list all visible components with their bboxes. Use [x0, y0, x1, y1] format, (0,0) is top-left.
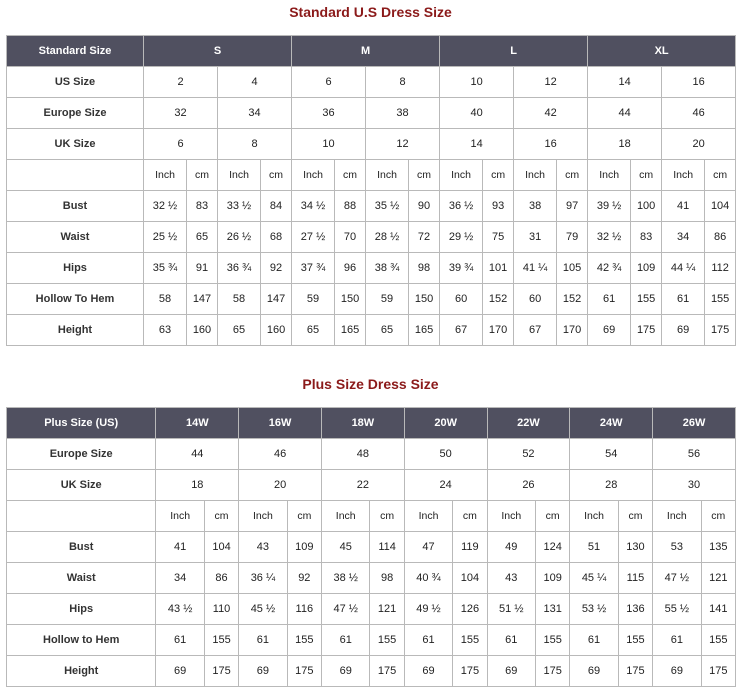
table-cell: 4 — [218, 67, 292, 98]
unit-inch: Inch — [404, 501, 452, 532]
table-cell: 104 — [453, 563, 487, 594]
table-cell: 92 — [287, 563, 321, 594]
corner-header: Standard Size — [7, 36, 144, 67]
table-cell: 124 — [536, 532, 570, 563]
table-cell: 56 — [653, 439, 736, 470]
table-cell: 45 ¼ — [570, 563, 618, 594]
table-cell: 155 — [701, 625, 735, 656]
table-cell: 98 — [370, 563, 404, 594]
table-cell: 43 — [239, 532, 287, 563]
table-cell: 104 — [705, 191, 736, 222]
table-cell: 165 — [335, 315, 366, 346]
table-cell: 175 — [204, 656, 238, 687]
table-cell: 116 — [287, 594, 321, 625]
table-cell: 175 — [453, 656, 487, 687]
table-cell: 16 — [514, 129, 588, 160]
table-cell: 45 ½ — [239, 594, 287, 625]
size-header: 26W — [653, 408, 736, 439]
table-cell: 58 — [144, 284, 187, 315]
table-cell: 130 — [618, 532, 652, 563]
table-cell: 175 — [701, 656, 735, 687]
table-cell: 155 — [631, 284, 662, 315]
unit-cm: cm — [204, 501, 238, 532]
table-cell: 40 — [440, 98, 514, 129]
table-cell: 28 — [570, 470, 653, 501]
table-cell: 65 — [187, 222, 218, 253]
table-cell: 69 — [570, 656, 618, 687]
table-cell: 110 — [204, 594, 238, 625]
table-cell: 65 — [218, 315, 261, 346]
table-cell: 150 — [409, 284, 440, 315]
table-cell: 46 — [662, 98, 736, 129]
table-cell: 155 — [705, 284, 736, 315]
blank-cell — [7, 160, 144, 191]
table-cell: 75 — [483, 222, 514, 253]
table-cell: 46 — [239, 439, 322, 470]
unit-cm: cm — [483, 160, 514, 191]
table-cell: 18 — [588, 129, 662, 160]
table-cell: 152 — [483, 284, 514, 315]
size-header: 18W — [321, 408, 404, 439]
table-cell: 96 — [335, 253, 366, 284]
table-cell: 152 — [557, 284, 588, 315]
row-label: Height — [7, 656, 156, 687]
table-cell: 53 — [653, 532, 701, 563]
blank-cell — [7, 501, 156, 532]
table-cell: 109 — [536, 563, 570, 594]
table-cell: 25 ½ — [144, 222, 187, 253]
table-cell: 65 — [366, 315, 409, 346]
table-cell: 41 ¼ — [514, 253, 557, 284]
table-cell: 51 ½ — [487, 594, 535, 625]
table-cell: 59 — [292, 284, 335, 315]
table-cell: 33 ½ — [218, 191, 261, 222]
table-cell: 50 — [404, 439, 487, 470]
table-cell: 150 — [335, 284, 366, 315]
unit-cm: cm — [335, 160, 366, 191]
table-cell: 42 ¾ — [588, 253, 631, 284]
table-cell: 32 ½ — [144, 191, 187, 222]
unit-inch: Inch — [239, 501, 287, 532]
table-cell: 2 — [144, 67, 218, 98]
table-cell: 35 ½ — [366, 191, 409, 222]
standard-size-title: Standard U.S Dress Size — [289, 4, 452, 20]
table-cell: 160 — [187, 315, 218, 346]
table-cell: 12 — [366, 129, 440, 160]
table-cell: 16 — [662, 67, 736, 98]
table-cell: 175 — [618, 656, 652, 687]
table-cell: 8 — [366, 67, 440, 98]
table-cell: 100 — [631, 191, 662, 222]
size-header: 20W — [404, 408, 487, 439]
row-label: UK Size — [7, 129, 144, 160]
table-cell: 44 ¼ — [662, 253, 705, 284]
table-cell: 135 — [701, 532, 735, 563]
table-cell: 98 — [409, 253, 440, 284]
table-cell: 14 — [588, 67, 662, 98]
unit-cm: cm — [453, 501, 487, 532]
unit-inch: Inch — [366, 160, 409, 191]
size-header: 24W — [570, 408, 653, 439]
table-cell: 91 — [187, 253, 218, 284]
table-cell: 101 — [483, 253, 514, 284]
table-cell: 170 — [483, 315, 514, 346]
table-cell: 97 — [557, 191, 588, 222]
size-header: S — [144, 36, 292, 67]
table-cell: 14 — [440, 129, 514, 160]
table-cell: 31 — [514, 222, 557, 253]
table-cell: 49 — [487, 532, 535, 563]
unit-cm: cm — [536, 501, 570, 532]
table-cell: 112 — [705, 253, 736, 284]
unit-cm: cm — [187, 160, 218, 191]
table-cell: 69 — [588, 315, 631, 346]
table-cell: 69 — [404, 656, 452, 687]
table-cell: 24 — [404, 470, 487, 501]
unit-inch: Inch — [156, 501, 204, 532]
table-cell: 26 ½ — [218, 222, 261, 253]
table-cell: 47 ½ — [653, 563, 701, 594]
unit-cm: cm — [409, 160, 440, 191]
row-label: Bust — [7, 191, 144, 222]
table-cell: 84 — [261, 191, 292, 222]
table-cell: 20 — [239, 470, 322, 501]
corner-header: Plus Size (US) — [7, 408, 156, 439]
size-header: XL — [588, 36, 736, 67]
table-cell: 155 — [287, 625, 321, 656]
table-cell: 34 — [156, 563, 204, 594]
table-cell: 170 — [557, 315, 588, 346]
table-cell: 79 — [557, 222, 588, 253]
unit-inch: Inch — [440, 160, 483, 191]
unit-cm: cm — [701, 501, 735, 532]
table-cell: 175 — [631, 315, 662, 346]
table-cell: 109 — [287, 532, 321, 563]
table-cell: 141 — [701, 594, 735, 625]
table-cell: 27 ½ — [292, 222, 335, 253]
table-cell: 69 — [239, 656, 287, 687]
table-cell: 30 — [653, 470, 736, 501]
unit-cm: cm — [370, 501, 404, 532]
row-label: Waist — [7, 222, 144, 253]
unit-cm: cm — [557, 160, 588, 191]
table-cell: 41 — [156, 532, 204, 563]
table-cell: 131 — [536, 594, 570, 625]
table-cell: 40 ¾ — [404, 563, 452, 594]
table-cell: 92 — [261, 253, 292, 284]
row-label: Waist — [7, 563, 156, 594]
table-cell: 69 — [487, 656, 535, 687]
table-cell: 34 ½ — [292, 191, 335, 222]
unit-cm: cm — [287, 501, 321, 532]
table-cell: 26 — [487, 470, 570, 501]
table-cell: 53 ½ — [570, 594, 618, 625]
table-cell: 39 ½ — [588, 191, 631, 222]
row-label: UK Size — [7, 470, 156, 501]
table-cell: 54 — [570, 439, 653, 470]
table-cell: 121 — [370, 594, 404, 625]
table-cell: 72 — [409, 222, 440, 253]
table-cell: 67 — [440, 315, 483, 346]
table-cell: 47 — [404, 532, 452, 563]
table-cell: 126 — [453, 594, 487, 625]
table-cell: 155 — [618, 625, 652, 656]
unit-inch: Inch — [321, 501, 369, 532]
table-cell: 36 ¾ — [218, 253, 261, 284]
row-label: Height — [7, 315, 144, 346]
table-cell: 175 — [536, 656, 570, 687]
table-cell: 18 — [156, 470, 239, 501]
row-label: Bust — [7, 532, 156, 563]
row-label: Hollow To Hem — [7, 284, 144, 315]
table-cell: 61 — [239, 625, 287, 656]
unit-inch: Inch — [487, 501, 535, 532]
table-cell: 38 — [366, 98, 440, 129]
table-cell: 38 ½ — [321, 563, 369, 594]
table-cell: 36 ¼ — [239, 563, 287, 594]
table-cell: 32 ½ — [588, 222, 631, 253]
table-cell: 155 — [536, 625, 570, 656]
size-header: 14W — [156, 408, 239, 439]
table-cell: 155 — [370, 625, 404, 656]
table-cell: 34 — [662, 222, 705, 253]
table-cell: 45 — [321, 532, 369, 563]
table-cell: 8 — [218, 129, 292, 160]
table-cell: 83 — [631, 222, 662, 253]
table-cell: 115 — [618, 563, 652, 594]
plus-size-title: Plus Size Dress Size — [302, 376, 439, 392]
table-cell: 105 — [557, 253, 588, 284]
row-label: Europe Size — [7, 98, 144, 129]
table-cell: 59 — [366, 284, 409, 315]
row-label: Hips — [7, 253, 144, 284]
unit-cm: cm — [261, 160, 292, 191]
unit-inch: Inch — [218, 160, 261, 191]
unit-inch: Inch — [588, 160, 631, 191]
plus-size-table — [6, 407, 736, 687]
table-cell: 86 — [204, 563, 238, 594]
table-cell: 175 — [287, 656, 321, 687]
table-cell: 22 — [321, 470, 404, 501]
size-header: L — [440, 36, 588, 67]
table-cell: 35 ¾ — [144, 253, 187, 284]
table-cell: 63 — [144, 315, 187, 346]
table-cell: 90 — [409, 191, 440, 222]
table-cell: 44 — [156, 439, 239, 470]
table-cell: 20 — [662, 129, 736, 160]
table-cell: 160 — [261, 315, 292, 346]
table-cell: 58 — [218, 284, 261, 315]
table-cell: 36 ½ — [440, 191, 483, 222]
unit-inch: Inch — [662, 160, 705, 191]
table-cell: 28 ½ — [366, 222, 409, 253]
table-cell: 44 — [588, 98, 662, 129]
row-label: Europe Size — [7, 439, 156, 470]
table-cell: 175 — [370, 656, 404, 687]
table-cell: 70 — [335, 222, 366, 253]
table-cell: 10 — [440, 67, 514, 98]
table-cell: 34 — [218, 98, 292, 129]
table-cell: 61 — [570, 625, 618, 656]
table-cell: 61 — [662, 284, 705, 315]
table-cell: 41 — [662, 191, 705, 222]
row-label: Hips — [7, 594, 156, 625]
table-cell: 155 — [453, 625, 487, 656]
table-cell: 86 — [705, 222, 736, 253]
table-cell: 69 — [156, 656, 204, 687]
unit-inch: Inch — [653, 501, 701, 532]
table-cell: 60 — [440, 284, 483, 315]
table-cell: 32 — [144, 98, 218, 129]
table-cell: 49 ½ — [404, 594, 452, 625]
table-cell: 65 — [292, 315, 335, 346]
table-cell: 60 — [514, 284, 557, 315]
table-cell: 121 — [701, 563, 735, 594]
table-cell: 55 ½ — [653, 594, 701, 625]
table-cell: 109 — [631, 253, 662, 284]
table-cell: 61 — [588, 284, 631, 315]
table-cell: 10 — [292, 129, 366, 160]
table-cell: 6 — [144, 129, 218, 160]
table-cell: 114 — [370, 532, 404, 563]
table-cell: 39 ¾ — [440, 253, 483, 284]
table-cell: 147 — [261, 284, 292, 315]
size-header: 16W — [239, 408, 322, 439]
table-cell: 43 — [487, 563, 535, 594]
table-cell: 61 — [321, 625, 369, 656]
table-cell: 93 — [483, 191, 514, 222]
table-cell: 43 ½ — [156, 594, 204, 625]
table-cell: 147 — [187, 284, 218, 315]
unit-inch: Inch — [292, 160, 335, 191]
row-label: US Size — [7, 67, 144, 98]
table-cell: 61 — [404, 625, 452, 656]
table-cell: 119 — [453, 532, 487, 563]
table-cell: 47 ½ — [321, 594, 369, 625]
table-cell: 48 — [321, 439, 404, 470]
table-cell: 69 — [321, 656, 369, 687]
table-cell: 69 — [662, 315, 705, 346]
table-cell: 38 ¾ — [366, 253, 409, 284]
table-cell: 136 — [618, 594, 652, 625]
table-cell: 51 — [570, 532, 618, 563]
standard-size-table — [6, 35, 736, 346]
unit-cm: cm — [618, 501, 652, 532]
table-cell: 6 — [292, 67, 366, 98]
table-cell: 42 — [514, 98, 588, 129]
table-cell: 67 — [514, 315, 557, 346]
table-cell: 175 — [705, 315, 736, 346]
table-cell: 37 ¾ — [292, 253, 335, 284]
unit-cm: cm — [705, 160, 736, 191]
table-cell: 36 — [292, 98, 366, 129]
unit-inch: Inch — [570, 501, 618, 532]
table-cell: 83 — [187, 191, 218, 222]
table-cell: 61 — [487, 625, 535, 656]
table-cell: 61 — [156, 625, 204, 656]
table-cell: 88 — [335, 191, 366, 222]
table-cell: 155 — [204, 625, 238, 656]
unit-inch: Inch — [144, 160, 187, 191]
size-header: 22W — [487, 408, 570, 439]
table-cell: 104 — [204, 532, 238, 563]
unit-inch: Inch — [514, 160, 557, 191]
table-cell: 29 ½ — [440, 222, 483, 253]
table-cell: 52 — [487, 439, 570, 470]
table-cell: 12 — [514, 67, 588, 98]
table-cell: 68 — [261, 222, 292, 253]
table-cell: 61 — [653, 625, 701, 656]
row-label: Hollow to Hem — [7, 625, 156, 656]
table-cell: 165 — [409, 315, 440, 346]
size-header: M — [292, 36, 440, 67]
unit-cm: cm — [631, 160, 662, 191]
table-cell: 69 — [653, 656, 701, 687]
table-cell: 38 — [514, 191, 557, 222]
